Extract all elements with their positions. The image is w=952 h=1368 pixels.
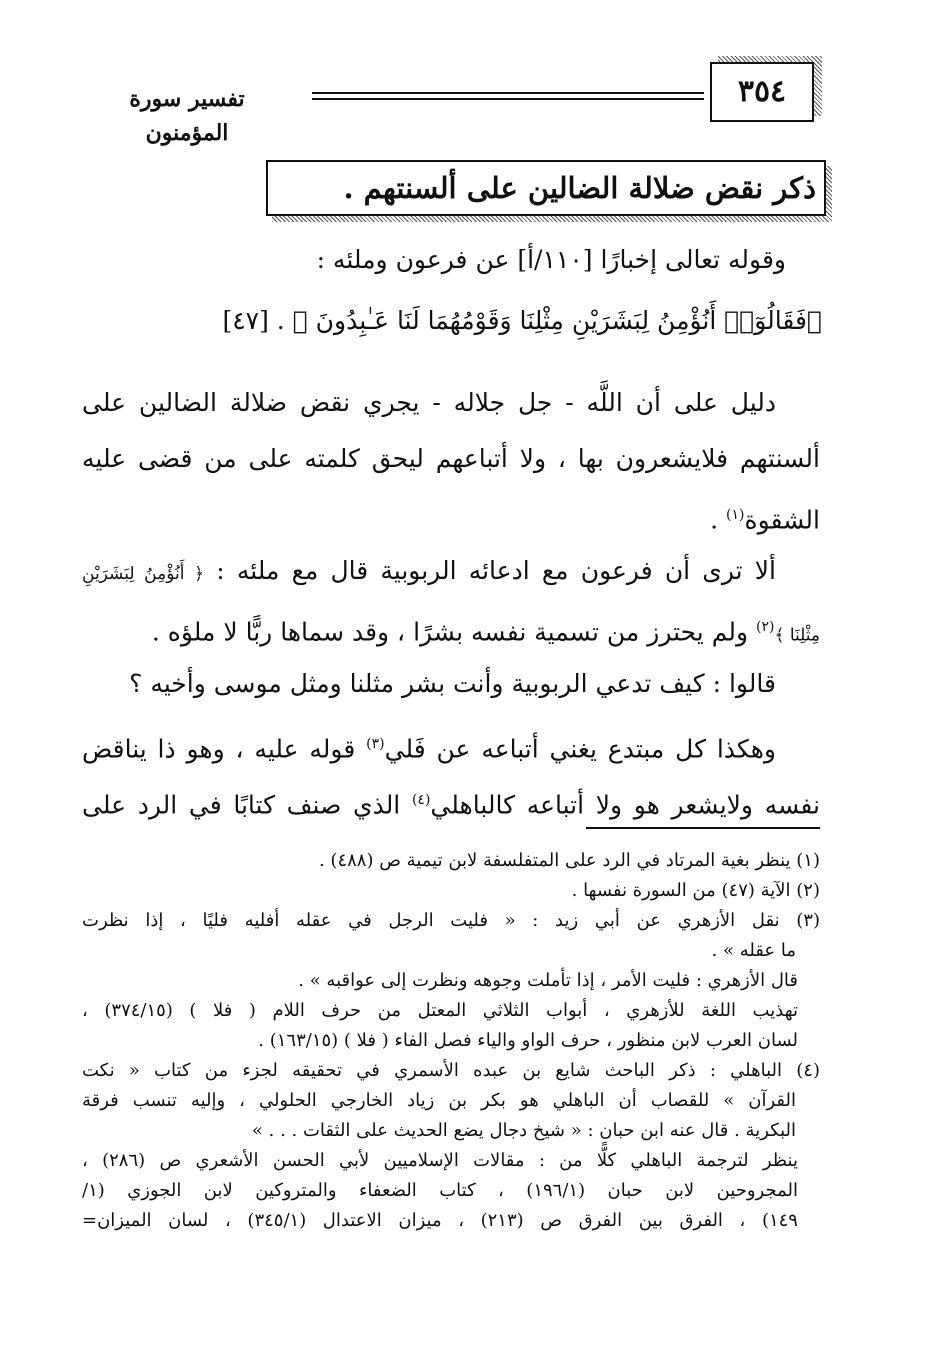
footnote-line: القرآن » للقصاب أن الباهلي هو بكر بن زياد الخارجي الحلولي ، وإليه تنسب فرقة — [82, 1090, 796, 1111]
verse-text: ﴿فَقَالُوٓا۟ أَنُؤْمِنُ لِبَشَرَيْنِ مِثْلِنَا وَقَوْمُهُمَا لَنَا عَـٰبِدُونَ ﴾ — [292, 306, 822, 335]
footnote-line: ١٤٩) ، الفرق بين الفرق ص (٢١٣) ، ميزان الاعتدال (٣٤٥/١) ، لسان الميزان= — [82, 1210, 798, 1231]
quran-verse — [222, 306, 822, 335]
footnotes — [82, 846, 820, 1236]
header-double-rule — [312, 92, 704, 102]
p2-line-1 — [82, 543, 820, 599]
footnote-line: لسان العرب لابن منظور ، حرف الواو والياء فصل الفاء ( فلا ) (١٦٣/١٥) . — [258, 1030, 798, 1051]
p1-line-2: ألسنتهم فلايشعرون بها ، ولا أتباعهم ليحق كلمته على من قضى عليه — [82, 444, 820, 473]
footnote-line: (١) ينظر بغية المرتاد في الرد على المتفلسفة لابن تيمية ص (٤٨٨) . — [318, 850, 820, 871]
p4-line-2b: الذي صنف كتابًا في الرد على — [82, 790, 412, 820]
footnote-mark-1: (١) — [726, 507, 745, 523]
p2-quote-end: مِثْلِنَا ﴾ — [774, 625, 820, 646]
p2-line-1-text: ألا ترى أن فرعون مع ادعائه الربوبية قال مع ملئه : — [216, 556, 776, 585]
intro-line: وقوله تعالى إخبارًا [١١٠/أ] عن فرعون وملئه : — [316, 245, 786, 274]
footnote-mark-4: (٤) — [411, 792, 431, 808]
verse-reference: . [٤٧] — [222, 306, 285, 335]
p1-line-3 — [82, 487, 820, 543]
footnote-line: ما عقله » . — [711, 940, 796, 961]
footnote-line: قال الأزهري : فليت الأمر ، إذا تأملت وجوهه ونظرت إلى عواقبه » . — [298, 970, 798, 991]
footnote-mark-3: (٣) — [366, 736, 385, 752]
paragraph-3 — [82, 656, 820, 712]
p4-line-2a: نفسه ولايشعر هو ولا أتباعه كالباهلي — [430, 790, 820, 820]
footnote-divider — [586, 827, 820, 829]
footnote-line: (٤) الباهلي : ذكر الباحث شايع بن عبده الأسمري في تحقيقه لجزء من كتاب « نكت — [82, 1060, 820, 1081]
p4-line-1b: قوله عليه ، وهو ذا يناقض — [82, 734, 367, 764]
page-number-box: ٣٥٤ — [710, 62, 814, 122]
p4-line-2 — [82, 772, 820, 828]
paragraph-1 — [82, 375, 820, 543]
footnote-mark-2: (٢) — [755, 619, 775, 635]
footnote-line: البكرية . قال عنه ابن حبان : « شيخ دجال يضع الحديث على الثقات . . . » — [251, 1120, 796, 1141]
p2-quote-start: ﴿ أَنُؤْمِنُ لِبَشَرَيْنِ — [82, 564, 205, 584]
p4-line-1 — [82, 716, 820, 772]
running-header-title: تفسير سورة المؤمنون — [129, 86, 245, 146]
p1-line-1: دليل على أن اللَّه - جل جلاله - يجري نقض ضلالة الضالين على — [82, 388, 776, 417]
p4-line-1a: وهكذا كل مبتدع يغني أتباعه عن فَلي — [384, 734, 776, 764]
footnote-line: تهذيب اللغة للأزهري ، أبواب الثلاثي المعتل من حرف اللام ( فلا ) (٣٧٤/١٥) ، — [82, 1000, 798, 1021]
p1-line-3-end: . — [710, 505, 726, 535]
p2-line-2 — [82, 599, 820, 655]
footnote-line: (٣) نقل الأزهري عن أبي زيد : « فليت الرجل في عقله أفليه فليًا ، إذا نظرت — [82, 910, 820, 931]
footnote-line: المجروحين لابن حبان (١٩٦/١) ، كتاب الضعفاء والمتروكين لابن الجوزي (١/ — [82, 1180, 798, 1201]
p2-line-2-text: ولم يحترز من تسمية نفسه بشرًا ، وقد سماها ربًّا لا ملؤه . — [151, 617, 756, 647]
footnote-line: (٢) الآية (٤٧) من السورة نفسها . — [571, 880, 820, 901]
paragraph-2 — [82, 543, 820, 655]
paragraph-4 — [82, 716, 820, 828]
p3-line-1: قالوا : كيف تدعي الربوبية وأنت بشر مثلنا ومثل موسى وأخيه ؟ — [129, 669, 776, 698]
p1-line-3-text: الشقوة — [744, 505, 820, 535]
section-title: ذكر نقض ضلالة الضالين على ألسنتهم . — [266, 160, 826, 216]
footnote-line: ينظر لترجمة الباهلي كلًّا من : مقالات الإسلاميين لأبي الحسن الأشعري ص (٢٨٦) ، — [82, 1150, 798, 1171]
